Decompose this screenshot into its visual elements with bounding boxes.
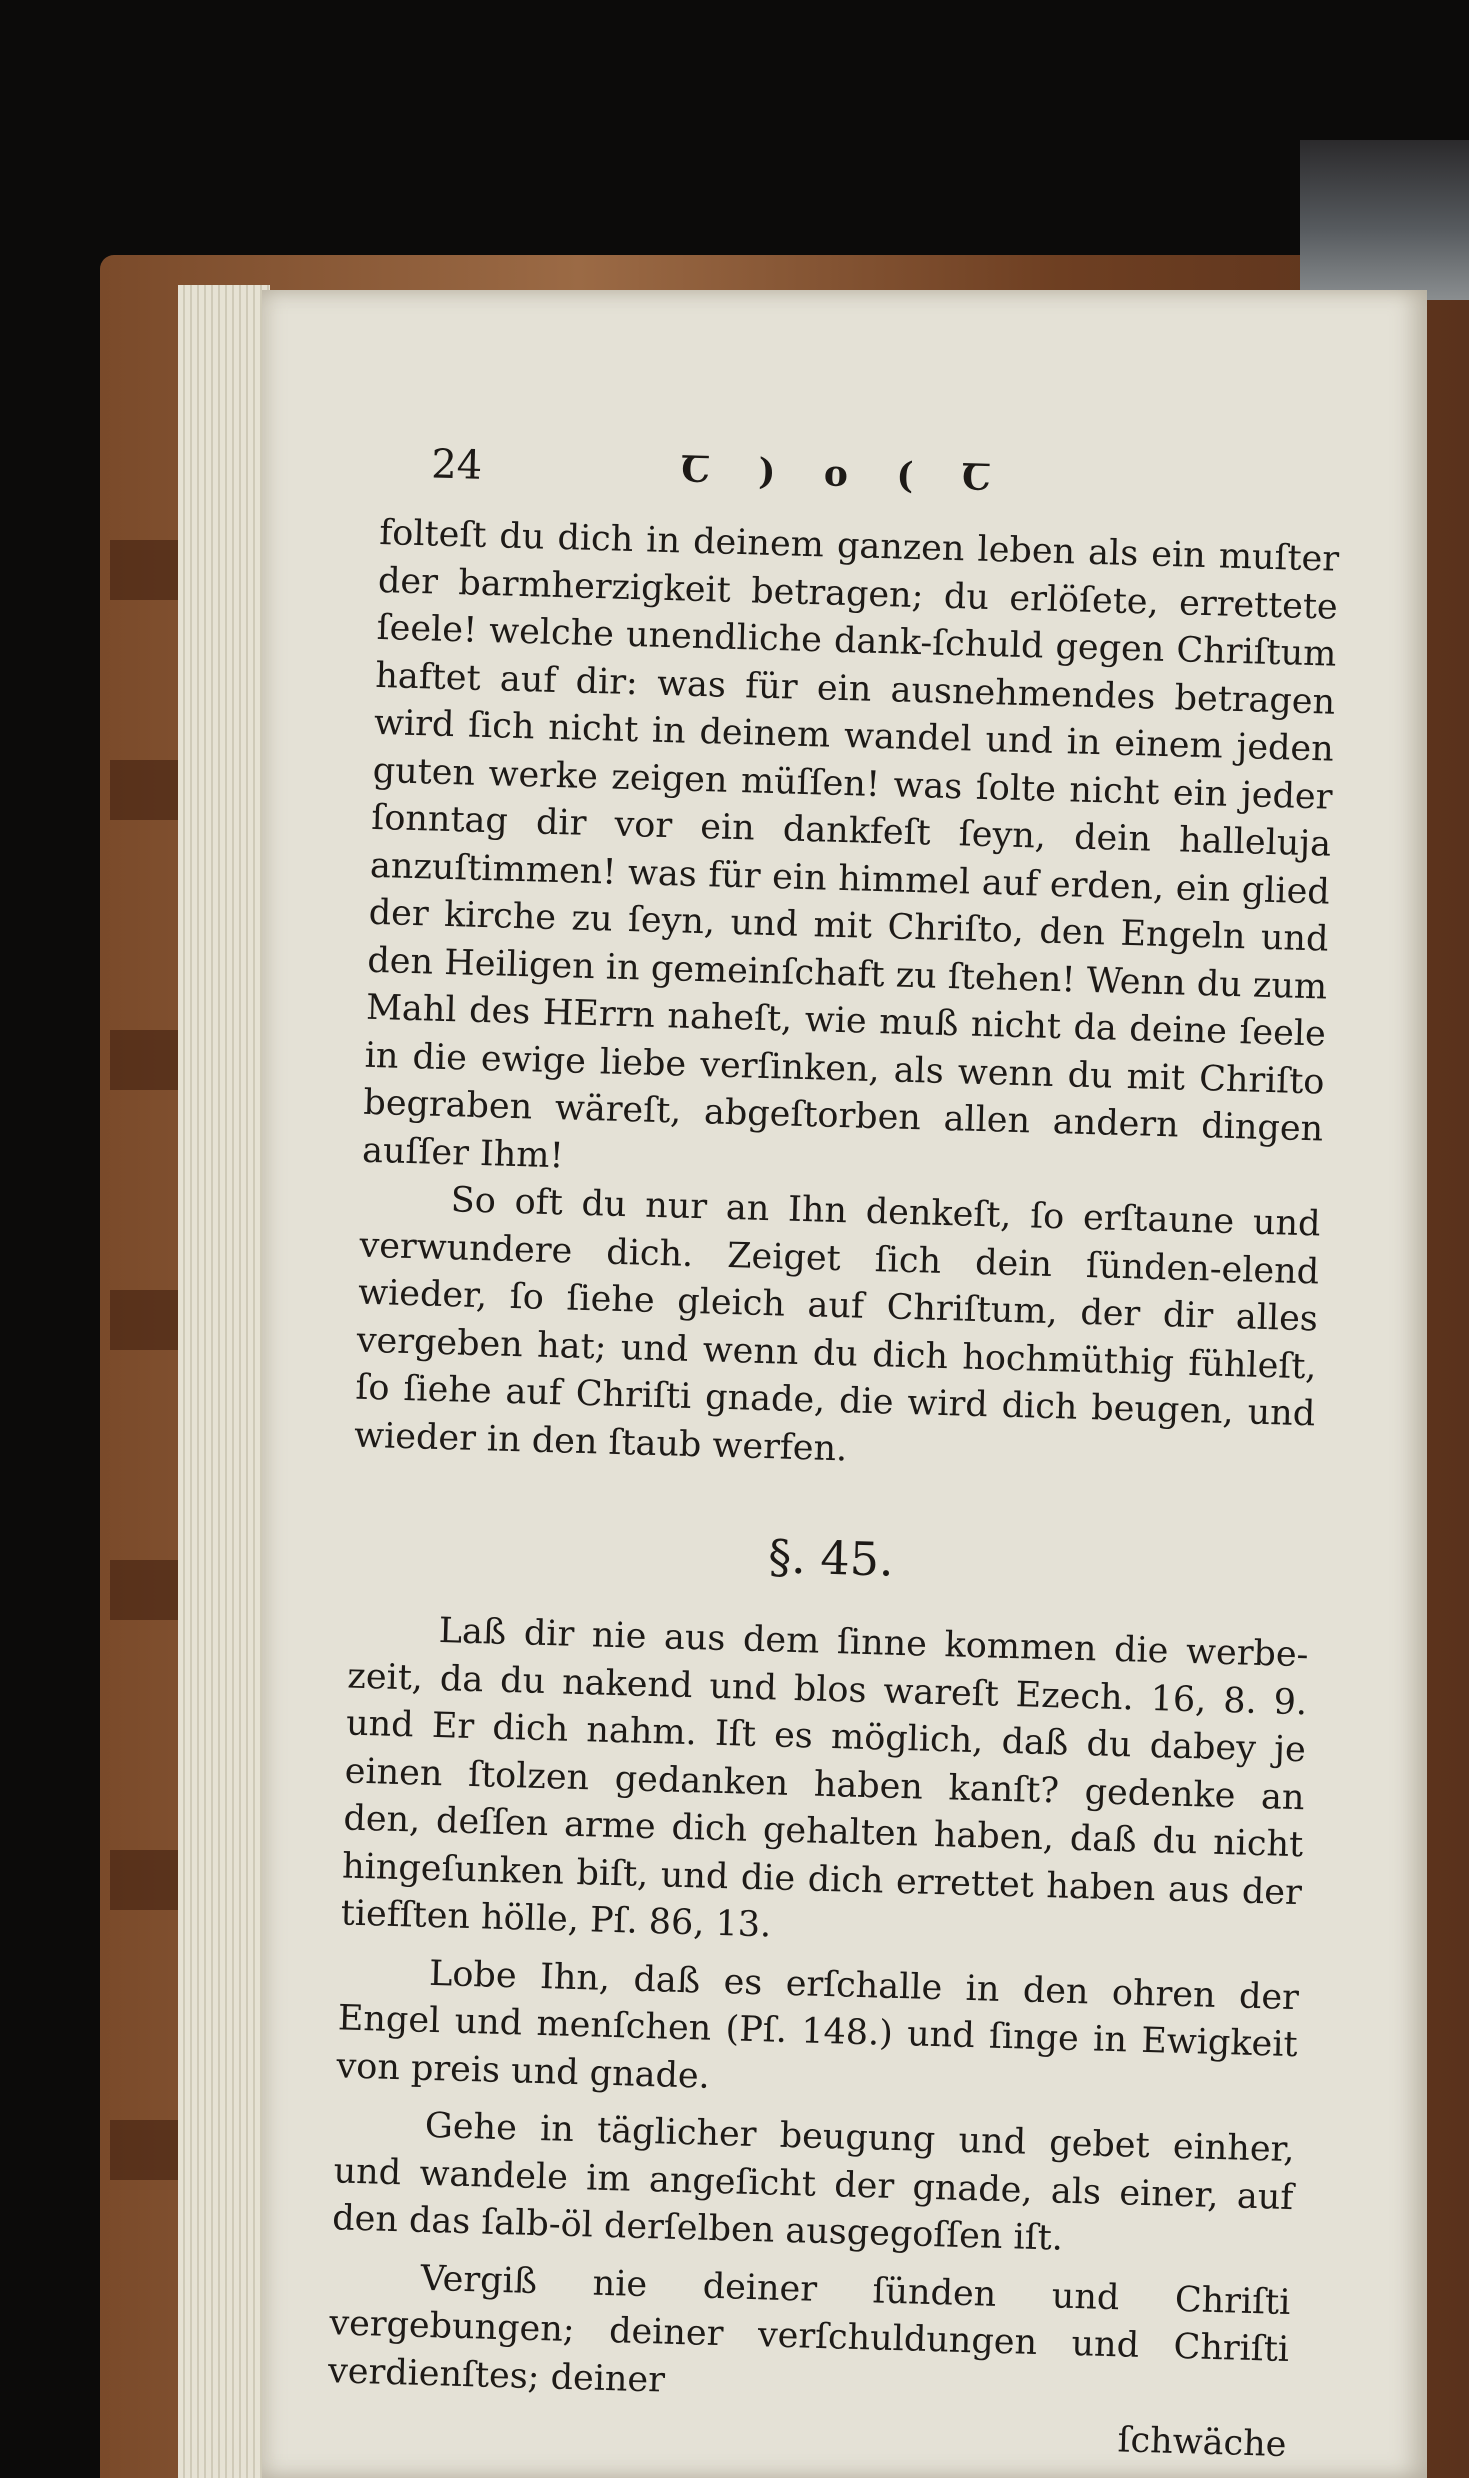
cover-marbling xyxy=(110,1850,180,1910)
page-number: 24 xyxy=(430,441,483,489)
cover-marbling xyxy=(110,1290,180,1350)
book-spine-top xyxy=(1300,140,1469,300)
catchword: ſchwäche xyxy=(1117,2420,1287,2466)
paragraph-2: So oft du nur an Ihn denkeſt, ſo erſtaune und verwundere dich. Zeiget ſich dein ſünden-elend wieder, ſo ſiehe gleich auf Chriſtum, der dir alles vergeben hat; und wenn du dich hochmüthig fühleſt, ſo ſiehe auf Chriſti gnade, die wird dich beugen, und wieder in den ſtaub werfen. xyxy=(353,1180,1322,1469)
paragraph-5: Gehe in täglicher beugung und gebet einher, und wandele im angeſicht der gnade, als einer, auf den das ſalb-öl derſelben ausgegoſſen iſt. xyxy=(331,2105,1296,2259)
page-edges xyxy=(178,285,270,2478)
paragraph-6: Vergiß nie deiner ſünden und Chriſti vergebungen; deiner verſchuldungen und Chriſti verdienſtes; deiner xyxy=(327,2258,1291,2401)
paragraph-3: Laß dir nie aus dem ſinne kommen die werbe-zeit, da du nakend und blos wareſt Ezech. 16, 8. 9. und Er dich nahm. Iſt es möglich, daß du dabey je einen ſtolzen gedanken haben kanſt? gedenke an den, deſſen arme dich gehalten haben, daß du nicht hingeſunken biſt, und die dich errettet haben aus der tiefſten hölle, Pſ. 86, 13. xyxy=(340,1611,1309,1946)
cover-marbling xyxy=(110,2120,180,2180)
cover-marbling xyxy=(110,1030,180,1090)
cover-marbling xyxy=(110,1560,180,1620)
header-ornament: Ꞇ ) o ( Ꞇ xyxy=(680,448,1010,500)
section-heading: §. 45. xyxy=(767,1529,895,1587)
paragraph-4: Lobe Ihn, daß es erſchalle in den ohren der Engel und menſchen (Pſ. 148.) und ſinge in Ewigkeit von preis und gnade. xyxy=(336,1953,1300,2097)
page-text-block xyxy=(326,440,1342,2470)
paragraph-1: folteſt du dich in deinem ganzen leben als ein muſter der barmherzigkeit betragen; du erlöſete, errettete ſeele! welche unendliche dank-ſchuld gegen Chriſtum haftet auf dir: was für ein ausnehmendes betragen wird ſich nicht in deinem wandel und in einem jeden guten werke zeigen müſſen! was ſolte nicht ein jeder ſonntag dir vor ein dankfeſt ſeyn, dein halleluja anzuſtimmen! was für ein himmel auf erden, ein glied der kirche zu ſeyn, und mit Chriſto, den Engeln und den Heiligen in gemeinſchaft zu ſtehen! Wenn du zum Mahl des HErrn naheſt, wie muß nicht da deine ſeele in die ewige liebe verſinken, als wenn du mit Chriſto begraben wäreſt, abgeſtorben allen andern dingen auſſer Ihm! xyxy=(361,512,1340,1176)
cover-marbling xyxy=(110,760,180,820)
book-page xyxy=(262,290,1427,2478)
cover-marbling xyxy=(110,540,180,600)
